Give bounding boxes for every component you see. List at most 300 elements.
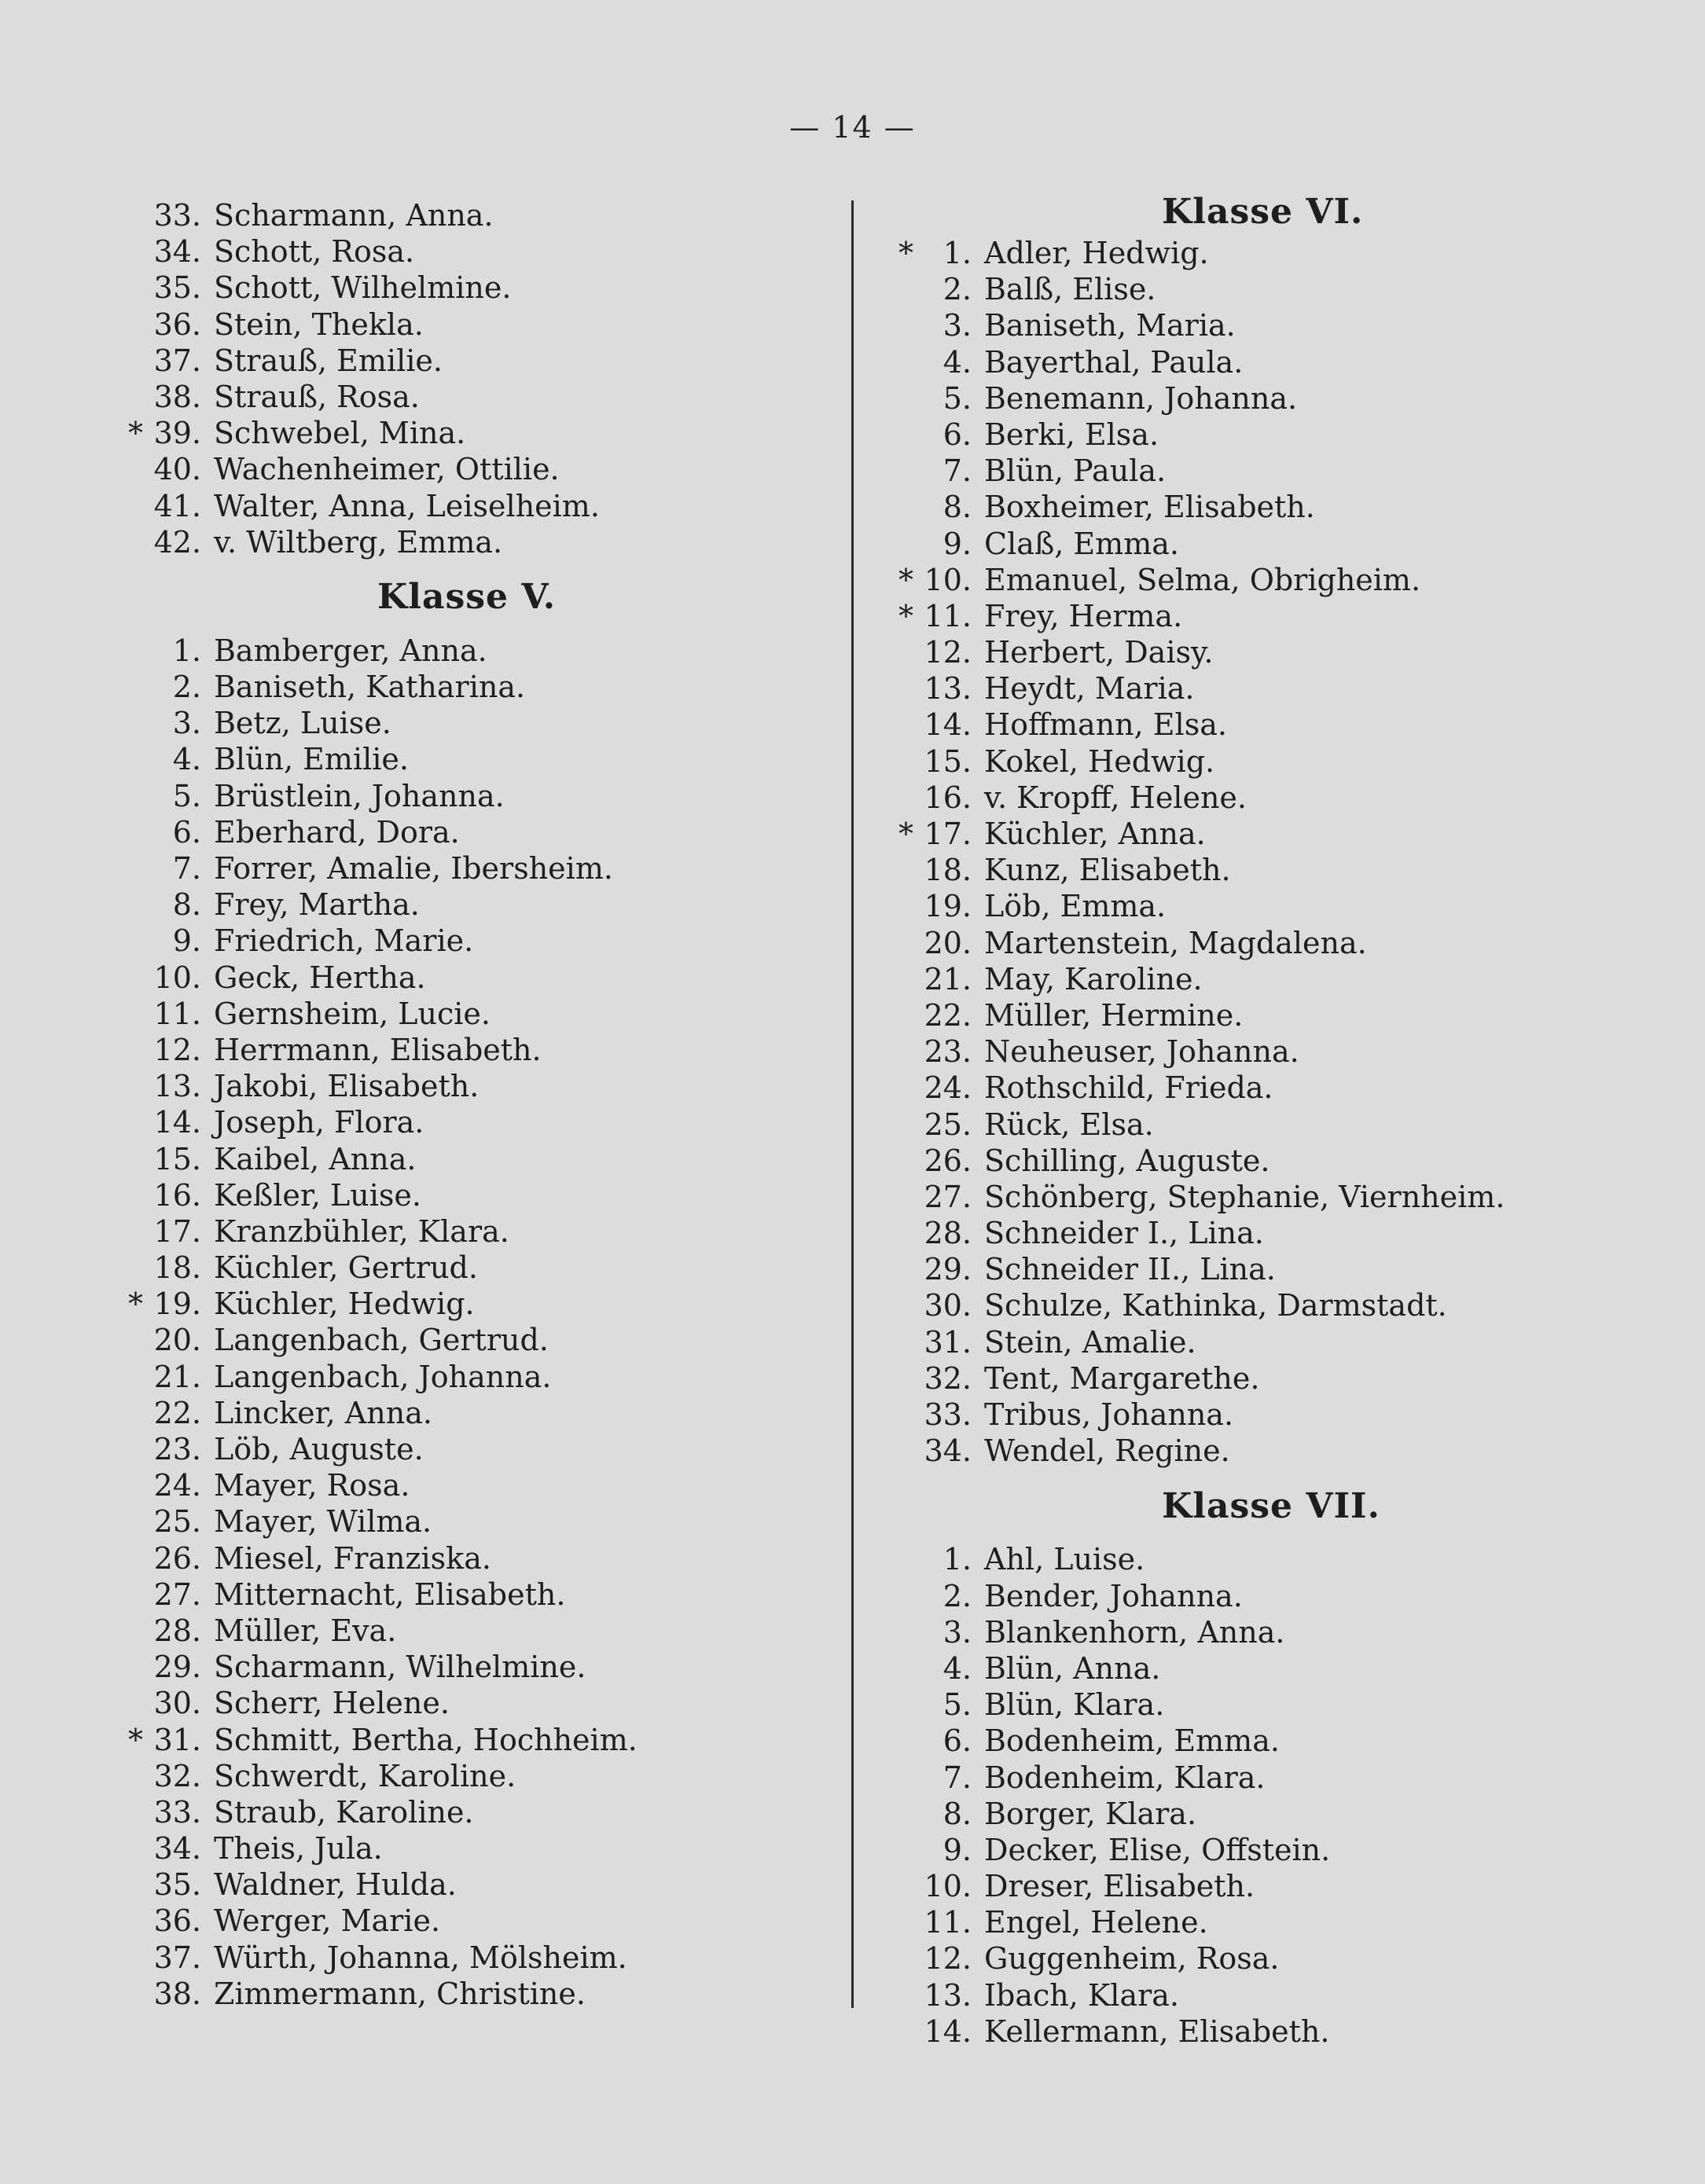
student-name: Theis, Jula. [214, 1831, 383, 1866]
list-item [888, 1325, 1674, 1361]
student-name: Kranzbühler, Klara. [214, 1213, 509, 1249]
student-name: Kunz, Elisabeth. [984, 853, 1231, 888]
entry-number: 1. [172, 633, 201, 668]
entry-number: 35. [153, 270, 201, 306]
entry-number: 14. [153, 1105, 201, 1140]
list-item [118, 1541, 810, 1577]
list-item [888, 236, 1674, 272]
list-item [118, 1759, 810, 1795]
list-item [888, 272, 1674, 308]
student-name: Borger, Klara. [984, 1796, 1197, 1831]
entry-number: 21. [924, 961, 972, 997]
entry-number: 30. [924, 1288, 972, 1323]
entry-number: 37. [153, 343, 201, 378]
student-name: Schneider II., Lina. [984, 1252, 1276, 1287]
entry-number: 6. [943, 1723, 972, 1759]
list-item [118, 1142, 810, 1178]
list-item [888, 1252, 1674, 1288]
left-column [118, 198, 810, 2013]
list-item [888, 563, 1674, 599]
entry-number: 15. [153, 1141, 201, 1176]
list-item [118, 742, 810, 778]
student-name: Stein, Amalie. [984, 1324, 1196, 1360]
student-name: Mayer, Wilma. [214, 1504, 432, 1540]
class-iv-continued-list [118, 198, 810, 561]
student-name: Guggenheim, Rosa. [984, 1941, 1280, 1977]
entry-number: 13. [153, 1069, 201, 1104]
entry-number: 8. [172, 887, 201, 923]
student-name: Waldner, Hulda. [214, 1867, 457, 1903]
student-name: Straub, Karoline. [214, 1794, 474, 1830]
list-item [118, 887, 810, 923]
entry-number: 34. [153, 234, 201, 270]
student-name: Schilling, Auguste. [984, 1143, 1270, 1178]
list-item [888, 1070, 1674, 1107]
list-item [888, 490, 1674, 526]
entry-number: 5. [943, 380, 972, 416]
list-item [888, 527, 1674, 563]
student-name: Betz, Luise. [214, 706, 391, 741]
entry-number: 11. [924, 1905, 972, 1940]
list-item [118, 198, 810, 234]
student-name: Schneider I., Lina. [984, 1216, 1264, 1251]
student-name: Herrmann, Elisabeth. [214, 1032, 542, 1067]
student-name: Dreser, Elisabeth. [984, 1869, 1255, 1904]
entry-number: 38. [153, 379, 201, 414]
student-name: Scharmann, Anna. [214, 198, 494, 233]
student-name: Stein, Thekla. [214, 306, 424, 342]
list-item [888, 1180, 1674, 1216]
list-item [888, 417, 1674, 453]
student-name: Würth, Johanna, Mölsheim. [214, 1940, 627, 1975]
student-name: Miesel, Franziska. [214, 1540, 491, 1576]
entry-number: 33. [924, 1397, 972, 1432]
student-name: Brüstlein, Johanna. [214, 778, 505, 813]
student-name: Schwebel, Mina. [214, 416, 466, 451]
asterisk-marker: * [128, 1287, 143, 1322]
student-name: Blankenhorn, Anna. [984, 1614, 1285, 1650]
list-item [888, 707, 1674, 743]
list-item [888, 2014, 1674, 2050]
student-name: Küchler, Anna. [984, 817, 1206, 851]
entry-number: 6. [172, 814, 201, 850]
list-item [118, 851, 810, 887]
entry-number: 16. [153, 1177, 201, 1213]
list-item [888, 635, 1674, 671]
student-name: Gernsheim, Lucie. [214, 996, 491, 1031]
list-item [118, 416, 810, 452]
list-item [118, 1468, 810, 1504]
entry-number: 6. [943, 417, 972, 452]
entry-number: 34. [153, 1831, 201, 1866]
list-item [118, 1287, 810, 1323]
student-name: Bodenheim, Klara. [984, 1760, 1266, 1795]
list-item [888, 998, 1674, 1034]
list-item [118, 1214, 810, 1250]
list-item [888, 744, 1674, 780]
entry-number: 41. [153, 488, 201, 523]
student-name: Schulze, Kathinka, Darmstadt. [984, 1288, 1447, 1323]
class-vi-list [888, 236, 1674, 1470]
list-item [888, 671, 1674, 707]
asterisk-marker: * [128, 1722, 143, 1757]
list-item [888, 599, 1674, 635]
list-item [118, 1360, 810, 1396]
list-item [118, 1650, 810, 1686]
student-name: Blün, Anna. [984, 1650, 1161, 1686]
student-name: Schönberg, Stephanie, Viernheim. [984, 1179, 1505, 1214]
student-name: Forrer, Amalie, Ibersheim. [214, 851, 613, 886]
entry-number: 13. [924, 1977, 972, 2013]
list-item [118, 1577, 810, 1613]
list-item [118, 1504, 810, 1540]
list-item [888, 1797, 1674, 1833]
student-name: Langenbach, Gertrud. [214, 1323, 549, 1358]
entry-number: 39. [153, 416, 201, 451]
entry-number: 8. [943, 1796, 972, 1831]
entry-number: 24. [924, 1070, 972, 1106]
entry-number: 27. [924, 1179, 972, 1214]
entry-number: 3. [172, 706, 201, 741]
list-item [888, 1833, 1674, 1869]
list-item [888, 1687, 1674, 1723]
entry-number: 10. [924, 562, 972, 597]
entry-number: 32. [924, 1360, 972, 1396]
student-name: Wachenheimer, Ottilie. [214, 452, 560, 487]
student-name: Ahl, Luise. [984, 1542, 1145, 1577]
entry-number: 37. [153, 1940, 201, 1975]
entry-number: 4. [943, 1650, 972, 1686]
student-name: Löb, Auguste. [214, 1432, 424, 1466]
list-item [118, 1686, 810, 1722]
list-item [118, 815, 810, 851]
student-name: v. Wiltberg, Emma. [214, 524, 503, 560]
entry-number: 18. [153, 1250, 201, 1286]
student-name: May, Karoline. [984, 961, 1203, 997]
entry-number: 2. [943, 1578, 972, 1613]
entry-number: 7. [172, 851, 201, 886]
student-name: Adler, Hedwig. [984, 236, 1209, 270]
entry-number: 31. [153, 1722, 201, 1757]
student-name: Baniseth, Katharina. [214, 670, 526, 705]
list-item [118, 1105, 810, 1141]
list-item [888, 1433, 1674, 1470]
entry-number: 23. [924, 1034, 972, 1070]
asterisk-marker: * [898, 562, 913, 597]
student-name: Werger, Marie. [214, 1903, 441, 1939]
student-name: Bodenheim, Emma. [984, 1723, 1280, 1759]
entry-number: 11. [153, 996, 201, 1031]
list-item [888, 1397, 1674, 1433]
entry-number: 21. [153, 1359, 201, 1394]
class-vi-heading: Klasse VI. [1162, 192, 1364, 232]
entry-number: 40. [153, 452, 201, 487]
list-item [888, 817, 1674, 853]
list-item [118, 234, 810, 270]
right-column [888, 192, 1674, 2050]
student-name: v. Kropff, Helene. [984, 780, 1247, 815]
entry-number: 8. [943, 490, 972, 525]
asterisk-marker: * [128, 416, 143, 451]
student-name: Engel, Helene. [984, 1905, 1208, 1940]
entry-number: 14. [924, 707, 972, 743]
entry-number: 42. [153, 524, 201, 560]
student-name: Baniseth, Maria. [984, 308, 1236, 343]
student-name: Müller, Hermine. [984, 997, 1244, 1033]
entry-number: 36. [153, 1903, 201, 1939]
student-name: Joseph, Flora. [214, 1105, 424, 1140]
student-name: Jakobi, Elisabeth. [214, 1069, 480, 1104]
entry-number: 1. [943, 236, 972, 270]
entry-number: 7. [943, 1760, 972, 1795]
entry-number: 32. [153, 1758, 201, 1793]
entry-number: 15. [924, 743, 972, 779]
list-item [888, 1978, 1674, 2014]
list-item [888, 1869, 1674, 1905]
entry-number: 3. [943, 308, 972, 343]
list-item [118, 1396, 810, 1432]
student-name: Tribus, Johanna. [984, 1397, 1234, 1432]
student-name: Kellermann, Elisabeth. [984, 2013, 1330, 2049]
entry-number: 33. [153, 1794, 201, 1830]
list-item [888, 453, 1674, 490]
list-item [888, 1288, 1674, 1324]
entry-number: 36. [153, 306, 201, 342]
asterisk-marker: * [898, 598, 913, 633]
entry-number: 29. [153, 1650, 201, 1685]
list-item [888, 780, 1674, 817]
list-item [888, 1579, 1674, 1615]
entry-number: 29. [924, 1252, 972, 1287]
student-name: Schmitt, Bertha, Hochheim. [214, 1722, 638, 1757]
student-name: Bayerthal, Paula. [984, 344, 1244, 380]
entry-number: 33. [153, 198, 201, 233]
student-name: Schott, Wilhelmine. [214, 270, 512, 306]
list-item [118, 380, 810, 416]
list-item [118, 1903, 810, 1940]
entry-number: 9. [943, 526, 972, 561]
entry-number: 10. [924, 1869, 972, 1904]
entry-number: 19. [924, 889, 972, 924]
student-name: Küchler, Gertrud. [214, 1250, 478, 1286]
list-item [118, 997, 810, 1033]
student-name: Frey, Herma. [984, 598, 1183, 633]
entry-number: 25. [153, 1504, 201, 1540]
list-item [118, 1323, 810, 1359]
entry-number: 4. [943, 344, 972, 380]
student-name: Ibach, Klara. [984, 1977, 1180, 2013]
student-name: Zimmermann, Christine. [214, 1976, 586, 2011]
list-item [118, 1795, 810, 1831]
class-vii-heading: Klasse VII. [1162, 1485, 1380, 1526]
student-name: Martenstein, Magdalena. [984, 925, 1367, 960]
list-item [118, 1977, 810, 2013]
page-number: — 14 — [789, 110, 916, 145]
list-item [888, 926, 1674, 962]
student-name: Schott, Rosa. [214, 234, 415, 270]
class-v-list [118, 633, 810, 2013]
entry-number: 11. [924, 598, 972, 633]
entry-number: 23. [153, 1432, 201, 1466]
student-name: Kaibel, Anna. [214, 1141, 417, 1176]
entry-number: 17. [153, 1213, 201, 1249]
entry-number: 22. [924, 997, 972, 1033]
student-name: Küchler, Hedwig. [214, 1287, 475, 1322]
student-name: Emanuel, Selma, Obrigheim. [984, 562, 1421, 597]
student-name: Heydt, Maria. [984, 671, 1195, 707]
entry-number: 9. [943, 1832, 972, 1867]
list-item [888, 1143, 1674, 1180]
student-name: Rothschild, Frieda. [984, 1070, 1273, 1106]
student-name: Blün, Klara. [984, 1687, 1165, 1723]
list-item [118, 1940, 810, 1977]
student-name: Decker, Elise, Offstein. [984, 1832, 1331, 1867]
list-item [118, 706, 810, 742]
list-item [118, 1178, 810, 1214]
list-item [118, 1831, 810, 1867]
student-name: Benemann, Johanna. [984, 380, 1298, 416]
student-name: Strauß, Rosa. [214, 379, 420, 414]
entry-number: 12. [924, 635, 972, 670]
entry-number: 1. [943, 1542, 972, 1577]
list-item [888, 1723, 1674, 1760]
list-item [118, 307, 810, 343]
list-item [888, 889, 1674, 925]
student-name: Boxheimer, Elisabeth. [984, 490, 1315, 525]
entry-number: 27. [153, 1577, 201, 1612]
list-item [118, 960, 810, 997]
student-name: Bender, Johanna. [984, 1578, 1243, 1613]
student-name: Blün, Paula. [984, 453, 1167, 489]
student-name: Hoffmann, Elsa. [984, 707, 1227, 743]
entry-number: 3. [943, 1614, 972, 1650]
entry-number: 9. [172, 923, 201, 959]
entry-number: 31. [924, 1324, 972, 1360]
entry-number: 24. [153, 1468, 201, 1503]
student-name: Scharmann, Wilhelmine. [214, 1650, 586, 1685]
entry-number: 17. [924, 817, 972, 851]
student-name: Müller, Eva. [214, 1613, 397, 1648]
list-item [888, 1034, 1674, 1070]
entry-number: 16. [924, 780, 972, 815]
list-item [118, 670, 810, 706]
entry-number: 2. [172, 670, 201, 705]
student-name: Blün, Emilie. [214, 742, 409, 777]
student-name: Balß, Elise. [984, 272, 1156, 307]
entry-number: 35. [153, 1867, 201, 1903]
list-item [888, 381, 1674, 417]
student-name: Friedrich, Marie. [214, 923, 474, 959]
entry-number: 5. [943, 1687, 972, 1723]
student-name: Löb, Emma. [984, 889, 1167, 924]
student-name: Geck, Hertha. [214, 960, 426, 995]
list-item [118, 1033, 810, 1069]
entry-number: 18. [924, 853, 972, 888]
list-item [888, 308, 1674, 344]
list-item [888, 345, 1674, 381]
list-item [118, 923, 810, 960]
entry-number: 22. [153, 1395, 201, 1430]
list-item [888, 1216, 1674, 1252]
student-name: Mayer, Rosa. [214, 1468, 410, 1503]
student-name: Eberhard, Dora. [214, 814, 460, 850]
entry-number: 2. [943, 272, 972, 307]
student-name: Langenbach, Johanna. [214, 1359, 552, 1394]
student-name: Scherr, Helene. [214, 1686, 450, 1721]
asterisk-marker: * [898, 817, 913, 851]
list-item [118, 633, 810, 670]
list-item [888, 853, 1674, 889]
list-item [118, 1867, 810, 1903]
entry-number: 10. [153, 960, 201, 995]
student-name: Herbert, Daisy. [984, 635, 1214, 670]
entry-number: 14. [924, 2013, 972, 2049]
entry-number: 28. [153, 1613, 201, 1648]
entry-number: 4. [172, 742, 201, 777]
student-name: Strauß, Emilie. [214, 343, 443, 378]
student-name: Claß, Emma. [984, 526, 1179, 561]
list-item [118, 1069, 810, 1105]
student-name: Frey, Martha. [214, 887, 420, 923]
student-name: Neuheuser, Johanna. [984, 1034, 1299, 1070]
entry-number: 20. [153, 1323, 201, 1358]
entry-number: 12. [153, 1032, 201, 1067]
list-item [888, 1361, 1674, 1397]
list-item [888, 962, 1674, 998]
entry-number: 13. [924, 671, 972, 707]
student-name: Tent, Margarethe. [984, 1360, 1260, 1396]
list-item [888, 1905, 1674, 1941]
student-name: Bamberger, Anna. [214, 633, 487, 668]
list-item [118, 1432, 810, 1468]
student-name: Keßler, Luise. [214, 1177, 421, 1213]
student-name: Schwerdt, Karoline. [214, 1758, 516, 1793]
entry-number: 26. [924, 1143, 972, 1178]
list-item [888, 1615, 1674, 1651]
entry-number: 12. [924, 1941, 972, 1977]
entry-number: 5. [172, 778, 201, 813]
list-item [118, 779, 810, 815]
entry-number: 28. [924, 1216, 972, 1251]
list-item [118, 1250, 810, 1287]
student-name: Lincker, Anna. [214, 1395, 432, 1430]
class-v-heading: Klasse V. [377, 577, 557, 618]
list-item [118, 1613, 810, 1650]
student-name: Wendel, Regine. [984, 1433, 1230, 1469]
entry-number: 19. [153, 1287, 201, 1322]
entry-number: 34. [924, 1433, 972, 1469]
entry-number: 25. [924, 1107, 972, 1142]
entry-number: 7. [943, 453, 972, 489]
entry-number: 20. [924, 925, 972, 960]
class-vii-list [888, 1542, 1674, 2050]
student-name: Kokel, Hedwig. [984, 743, 1215, 779]
column-divider [851, 200, 854, 2008]
entry-number: 26. [153, 1540, 201, 1576]
entry-number: 30. [153, 1686, 201, 1721]
list-item [888, 1107, 1674, 1143]
student-name: Mitternacht, Elisabeth. [214, 1577, 566, 1612]
list-item [888, 1651, 1674, 1687]
list-item [118, 452, 810, 488]
student-name: Berki, Elsa. [984, 417, 1159, 452]
list-item [888, 1941, 1674, 1977]
list-item [118, 270, 810, 306]
asterisk-marker: * [898, 236, 913, 270]
list-item [888, 1760, 1674, 1797]
list-item [118, 489, 810, 525]
list-item [118, 525, 810, 561]
